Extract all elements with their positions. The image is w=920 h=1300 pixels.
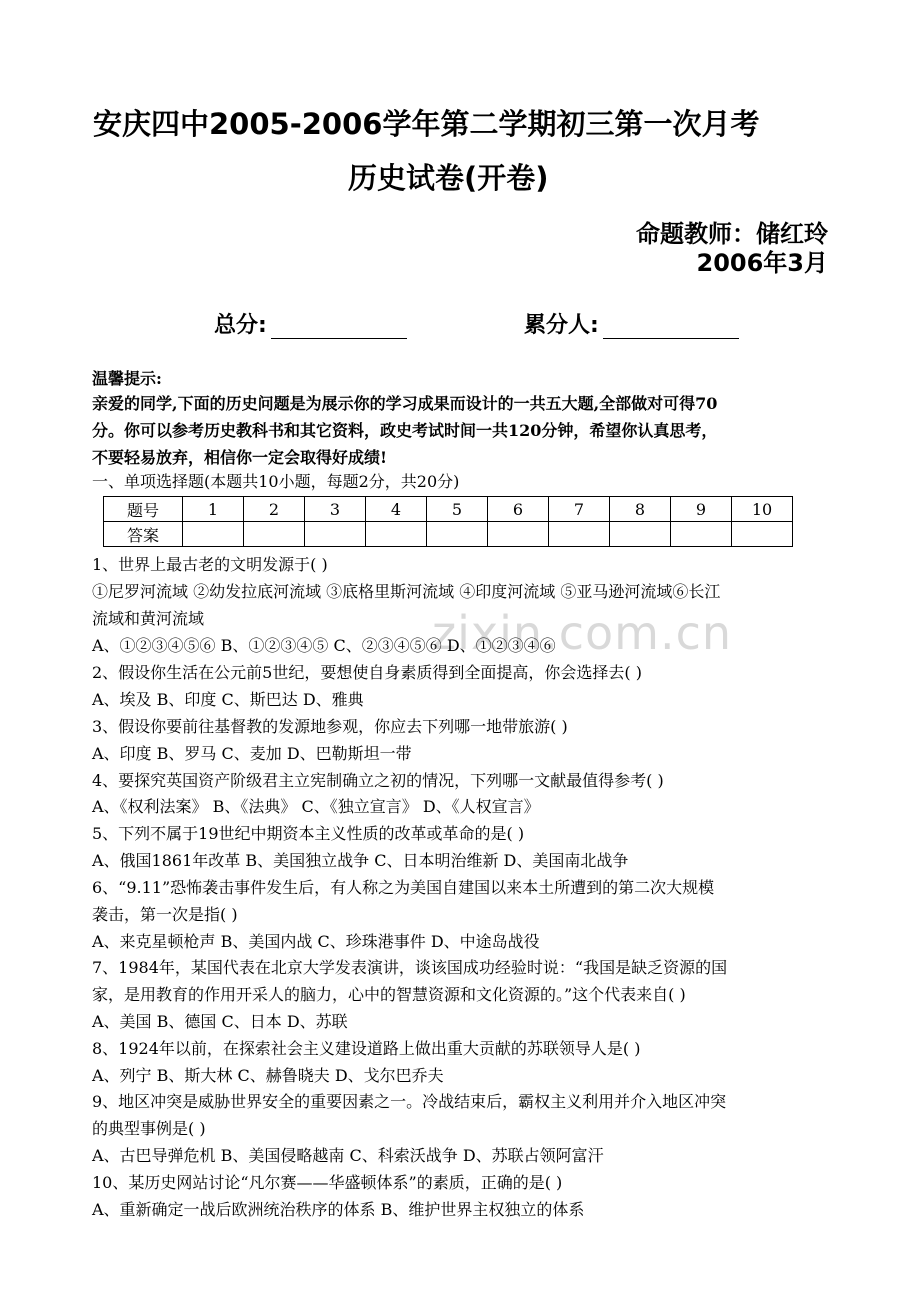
teacher-name: 命题教师：储红玲: [636, 220, 828, 248]
title-line2: 历史试卷(开卷): [348, 161, 549, 195]
tips-heading: 温馨提示:: [92, 369, 162, 388]
table-row: [104, 497, 793, 522]
tips-line: 不要轻易放弃，相信你一定会取得好成绩!: [92, 448, 388, 467]
table-header-cell: 答案: [104, 522, 183, 547]
question-5-options: A、俄国1861年改革 B、美国独立战争 C、日本明治维新 D、美国南北战争: [92, 851, 629, 870]
question-6-options: A、来克星顿枪声 B、美国内战 C、珍珠港事件 D、中途岛战役: [92, 932, 540, 951]
question-5-line: 5、下列不属于19世纪中期资本主义性质的改革或革命的是( ): [92, 824, 525, 843]
question-10-options: A、重新确定一战后欧洲统治秩序的体系 B、维护世界主权独立的体系: [92, 1200, 585, 1219]
answer-table: [103, 496, 793, 547]
total-score-label: 总分:: [214, 313, 267, 338]
question-7-line: 7、1984年，某国代表在北京大学发表演讲，谈该国成功经验时说：“我国是缺乏资源的国: [92, 958, 728, 977]
answer-cell[interactable]: [549, 522, 610, 547]
table-cell: 10: [732, 497, 793, 522]
total-score: [214, 308, 407, 339]
question-6-line: 6、“9.11”恐怖袭击事件发生后，有人称之为美国自建国以来本土所遭到的第二次大规模: [92, 878, 715, 897]
question-1-line: ①尼罗河流域 ②幼发拉底河流域 ③底格里斯河流域 ④印度河流域 ⑤亚马逊河流域⑥长江: [92, 582, 721, 601]
table-cell: 2: [244, 497, 305, 522]
question-1-line: 1、世界上最古老的文明发源于( ): [92, 555, 328, 574]
question-10-line: 10、某历史网站讨论“凡尔赛——华盛顿体系”的素质，正确的是( ): [92, 1173, 563, 1192]
table-cell: 7: [549, 497, 610, 522]
answer-cell[interactable]: [183, 522, 244, 547]
question-8-options: A、列宁 B、斯大林 C、赫鲁晓夫 D、戈尔巴乔夫: [92, 1066, 444, 1085]
answer-cell[interactable]: [732, 522, 793, 547]
question-4-options: A、《权利法案》 B、《法典》 C、《独立宣言》 D、《人权宣言》: [92, 797, 540, 816]
answer-cell[interactable]: [427, 522, 488, 547]
table-cell: 4: [366, 497, 427, 522]
answer-cell[interactable]: [488, 522, 549, 547]
question-3-options: A、印度 B、罗马 C、麦加 D、巴勒斯坦一带: [92, 744, 412, 763]
grader: [524, 308, 739, 339]
question-1-options: A、①②③④⑤⑥ B、①②③④⑤ C、②③④⑤⑥ D、①②③④⑥: [92, 636, 556, 655]
table-cell: 8: [610, 497, 671, 522]
table-cell: 1: [183, 497, 244, 522]
answer-cell[interactable]: [610, 522, 671, 547]
total-score-blank[interactable]: [271, 318, 407, 339]
table-cell: 5: [427, 497, 488, 522]
tips-line: 分。你可以参考历史教科书和其它资料，政史考试时间一共120分钟，希望你认真思考，: [92, 421, 718, 440]
title-line1: 安庆四中2005-2006学年第二学期初三第一次月考: [93, 107, 760, 141]
question-6-line: 袭击，第一次是指( ): [92, 905, 238, 924]
question-3-line: 3、假设你要前往基督教的发源地参观，你应去下列哪一地带旅游( ): [92, 717, 568, 736]
question-1-line: 流域和黄河流域: [92, 609, 205, 628]
question-2-options: A、埃及 B、印度 C、斯巴达 D、雅典: [92, 690, 364, 709]
question-9-options: A、古巴导弹危机 B、美国侵略越南 C、科索沃战争 D、苏联占领阿富汗: [92, 1146, 604, 1165]
answer-cell[interactable]: [244, 522, 305, 547]
grader-label: 累分人:: [524, 313, 599, 338]
question-7-line: 家，是用教育的作用开采人的脑力，心中的智慧资源和文化资源的。”这个代表来自( ): [92, 985, 686, 1004]
table-header-cell: 题号: [104, 497, 183, 522]
question-7-options: A、美国 B、德国 C、日本 D、苏联: [92, 1012, 348, 1031]
answer-cell[interactable]: [671, 522, 732, 547]
question-4-line: 4、要探究英国资产阶级君主立宪制确立之初的情况，下列哪一文献最值得参考( ): [92, 771, 664, 790]
section1-title: 一、单项选择题(本题共10小题，每题2分，共20分): [92, 472, 460, 491]
tips-line: 亲爱的同学,下面的历史问题是为展示你的学习成果而设计的一共五大题,全部做对可得70: [92, 394, 718, 413]
question-8-line: 8、1924年以前，在探索社会主义建设道路上做出重大贡献的苏联领导人是( ): [92, 1039, 641, 1058]
question-9-line: 的典型事例是( ): [92, 1119, 206, 1138]
table-cell: 9: [671, 497, 732, 522]
question-9-line: 9、地区冲突是威胁世界安全的重要因素之一。冷战结束后，霸权主义利用并介入地区冲突: [92, 1092, 727, 1111]
table-cell: 6: [488, 497, 549, 522]
exam-date: 2006年3月: [696, 249, 828, 277]
watermark: zixin.com.cn: [432, 606, 733, 660]
answer-cell[interactable]: [366, 522, 427, 547]
table-cell: 3: [305, 497, 366, 522]
table-row: [104, 522, 793, 547]
answer-cell[interactable]: [305, 522, 366, 547]
question-2-line: 2、假设你生活在公元前5世纪，要想使自身素质得到全面提高，你会选择去( ): [92, 663, 642, 682]
grader-blank[interactable]: [603, 318, 739, 339]
